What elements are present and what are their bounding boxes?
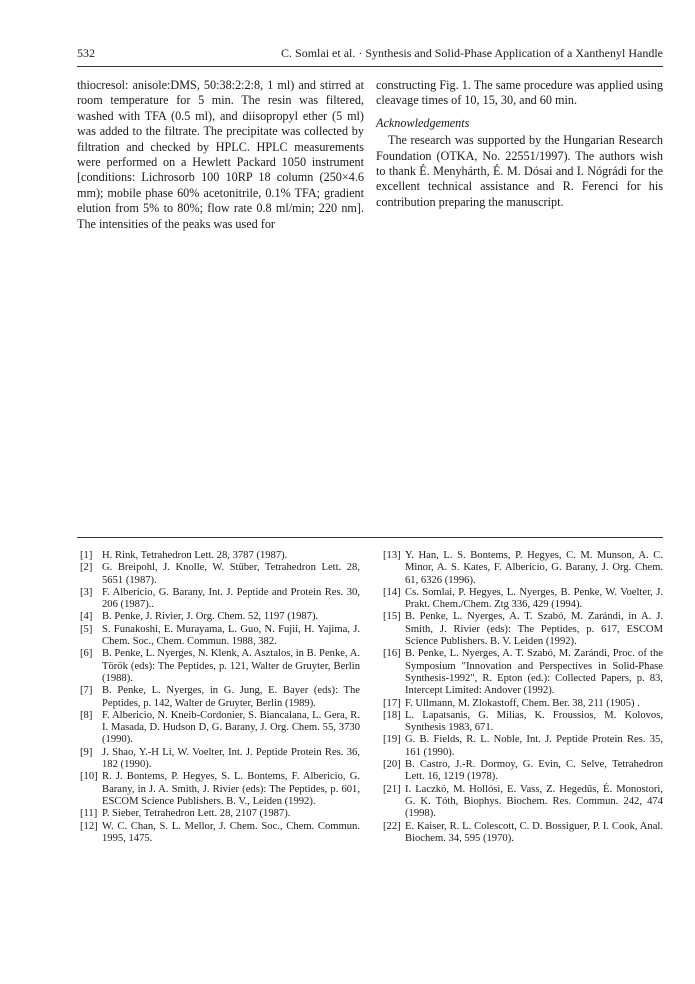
reference-item bbox=[383, 710, 663, 735]
acknowledgements-text: The research was supported by the Hungarian Research Foundation (OTKA, No. 22551/1997). The authors wish to thank É. Menyhárth, É. M. Dósai and I. Nógrádi for the excellent technical assistance and R. Ferenci for his contribution preparing the manuscript. bbox=[376, 133, 663, 209]
reference-number: [15] bbox=[383, 611, 401, 623]
reference-item bbox=[383, 759, 663, 784]
reference-item bbox=[80, 821, 360, 846]
reference-item bbox=[80, 611, 360, 623]
reference-number: [17] bbox=[383, 697, 401, 709]
reference-item bbox=[383, 611, 663, 648]
reference-number: [11] bbox=[80, 808, 98, 820]
running-title: C. Somlai et al. · Synthesis and Solid-Phase Application of a Xanthenyl Handle bbox=[281, 46, 663, 60]
reference-number: [7] bbox=[80, 685, 93, 697]
reference-text: S. Funakoshi, E. Murayama, L. Guo, N. Fujii, H. Yajima, J. Chem. Soc., Chem. Commun. 1988, 382. bbox=[102, 623, 360, 648]
reference-text: Y. Han, L. S. Bontems, P. Hegyes, C. M. Munson, A. C. Minor, A. S. Kates, F. Albericio, G. Barany, J. Org. Chem. 61, 6326 (1996). bbox=[405, 550, 663, 586]
reference-number: [3] bbox=[80, 586, 93, 598]
reference-item bbox=[80, 550, 360, 562]
reference-number: [6] bbox=[80, 648, 93, 660]
reference-number: [12] bbox=[80, 820, 98, 832]
reference-text: L. Lapatsanis, G. Milias, K. Froussios, M. Kolovos, Synthesis 1983, 671. bbox=[405, 709, 663, 734]
reference-number: [14] bbox=[383, 586, 401, 598]
reference-text: B. Penke, J. Rivier, J. Org. Chem. 52, 1197 (1987). bbox=[102, 611, 319, 623]
reference-text: F. Ullmann, M. Zlokastoff, Chem. Ber. 38, 211 (1905) . bbox=[405, 697, 640, 709]
reference-text: F. Albericio, G. Barany, Int. J. Peptide and Protein Res. 30, 206 (1987).. bbox=[102, 586, 360, 611]
reference-number: [16] bbox=[383, 648, 401, 660]
reference-text: J. Shao, Y.-H Li, W. Voelter, Int. J. Peptide Protein Res. 36, 182 (1990). bbox=[102, 746, 360, 771]
reference-text: F. Albericio, N. Kneib-Cordonier, S. Biancalana, L. Gera, R. I. Masada, D. Hudson D, G. Barany, J. Org. Chem. 55, 3730 (1990). bbox=[102, 709, 360, 746]
reference-number: [18] bbox=[383, 709, 401, 721]
reference-item bbox=[383, 821, 663, 846]
reference-text: B. Penke, L. Nyerges, A. T. Szabó, M. Zarándi, in A. J. Smith, J. Rivier (eds): The Peptides, p. 617, ESCOM Science Publishers. B. V. Leiden (1992). bbox=[405, 611, 663, 648]
reference-item bbox=[80, 710, 360, 747]
reference-number: [9] bbox=[80, 746, 93, 758]
reference-text: G. Breipohl, J. Knolle, W. Stüber, Tetrahedron Lett. 28, 5651 (1987). bbox=[102, 562, 360, 586]
reference-item bbox=[80, 685, 360, 710]
reference-text: W. C. Chan, S. L. Mellor, J. Chem. Soc., Chem. Commun. 1995, 1475. bbox=[102, 820, 360, 844]
references-column-right bbox=[383, 550, 663, 845]
references-rule bbox=[77, 537, 663, 538]
acknowledgements-heading: Acknowledgements bbox=[376, 115, 470, 130]
reference-number: [22] bbox=[383, 820, 401, 832]
body-paragraph: constructing Fig. 1. The same procedure was applied using cleavage times of 10, 15, 30, and 60 min. bbox=[376, 78, 663, 108]
reference-item bbox=[80, 587, 360, 612]
reference-text: G. B. Fields, R. L. Noble, Int. J. Peptide Protein Res. 35, 161 (1990). bbox=[405, 734, 663, 758]
reference-text: P. Sieber, Tetrahedron Lett. 28, 2107 (1987). bbox=[102, 808, 291, 820]
body-column-right bbox=[376, 78, 663, 210]
reference-number: [1] bbox=[80, 550, 93, 561]
reference-item bbox=[80, 562, 360, 587]
reference-text: E. Kaiser, R. L. Colescott, C. D. Bossiguer, P. I. Cook, Anal. Biochem. 34, 595 (1970). bbox=[405, 820, 663, 844]
reference-number: [4] bbox=[80, 611, 93, 623]
reference-item bbox=[383, 587, 663, 612]
reference-text: I. Laczkó, M. Hollósi, E. Vass, Z. Hegedűs, É. Monostori, G. K. Tóth, Biophys. Biochem. Res. Commun. 242, 474 (1998). bbox=[405, 783, 663, 820]
reference-item bbox=[80, 771, 360, 808]
reference-number: [10] bbox=[80, 771, 98, 783]
references-column-left bbox=[80, 550, 360, 845]
reference-text: B. Penke, L. Nyerges, in G. Jung, E. Bayer (eds): The Peptides, p. 142, Walter de Gruyter, Berlin (1989). bbox=[102, 685, 360, 709]
reference-item bbox=[80, 747, 360, 772]
reference-text: B. Castro, J.-R. Dormoy, G. Evin, C. Selve, Tetrahedron Lett. 16, 1219 (1978). bbox=[405, 759, 663, 783]
reference-item bbox=[80, 808, 360, 820]
reference-number: [5] bbox=[80, 623, 93, 635]
reference-number: [13] bbox=[383, 550, 401, 561]
reference-number: [2] bbox=[80, 562, 93, 574]
body-paragraph: thiocresol: anisole:DMS, 50:38:2:2:8, 1 ml) and stirred at room temperature for 5 min. The resin was filtered, washed with TFA (0.5 ml), and diisopropyl ether (5 ml) was added to the filtrate. The precipitate was collected by filtration and checked by HPLC. HPLC measurements were performed on a Hewlett Packard 1050 instrument [conditions: Lichrosorb 100 10RP 18 column (250×4.6 mm); mobile phase 60% acetonitrile, 0.1% TFA; gradient elution from 5% to 80%; flow rate 0.8 ml/min; 220 nm]. The intensities of the peaks was used for bbox=[77, 78, 364, 231]
reference-number: [20] bbox=[383, 759, 401, 771]
reference-text: B. Penke, L. Nyerges, N. Klenk, A. Asztalos, in B. Penke, A. Török (eds): The Peptides, p. 121, Walter de Gruyter, Berlin (1988). bbox=[102, 648, 360, 684]
reference-item bbox=[383, 550, 663, 587]
reference-item bbox=[80, 648, 360, 685]
reference-text: B. Penke, L. Nyerges, A. T. Szabó, M. Zarándi, Proc. of the Symposium "Innovation and Perspectives in Solid-Phase Synthesis-1992", R. Epton (ed.): Collected Papers, p. 83, Intercept Limited: Andover (1992). bbox=[405, 648, 663, 697]
page-header bbox=[77, 46, 663, 64]
reference-text: Cs. Somlai, P. Hegyes, L. Nyerges, B. Penke, W. Voelter, J. Prakt. Chem./Chem. Ztg 336, 429 (1994). bbox=[405, 586, 663, 611]
reference-item bbox=[383, 734, 663, 759]
reference-number: [19] bbox=[383, 734, 401, 746]
reference-item bbox=[80, 624, 360, 649]
reference-text: R. J. Bontems, P. Hegyes, S. L. Bontems, F. Albericio, G. Barany, in J. A. Smith, J. Rivier (eds): The Peptides, p. 601, ESCOM Science Publishers. B. V., Leiden (1992). bbox=[102, 771, 360, 807]
page-number: 532 bbox=[77, 46, 95, 60]
header-rule bbox=[77, 66, 663, 67]
reference-text: H. Rink, Tetrahedron Lett. 28, 3787 (1987). bbox=[102, 550, 288, 561]
reference-number: [8] bbox=[80, 709, 93, 721]
body-column-left bbox=[77, 78, 364, 232]
reference-item bbox=[383, 698, 663, 710]
reference-item bbox=[383, 784, 663, 821]
reference-item bbox=[383, 648, 663, 697]
reference-number: [21] bbox=[383, 783, 401, 795]
